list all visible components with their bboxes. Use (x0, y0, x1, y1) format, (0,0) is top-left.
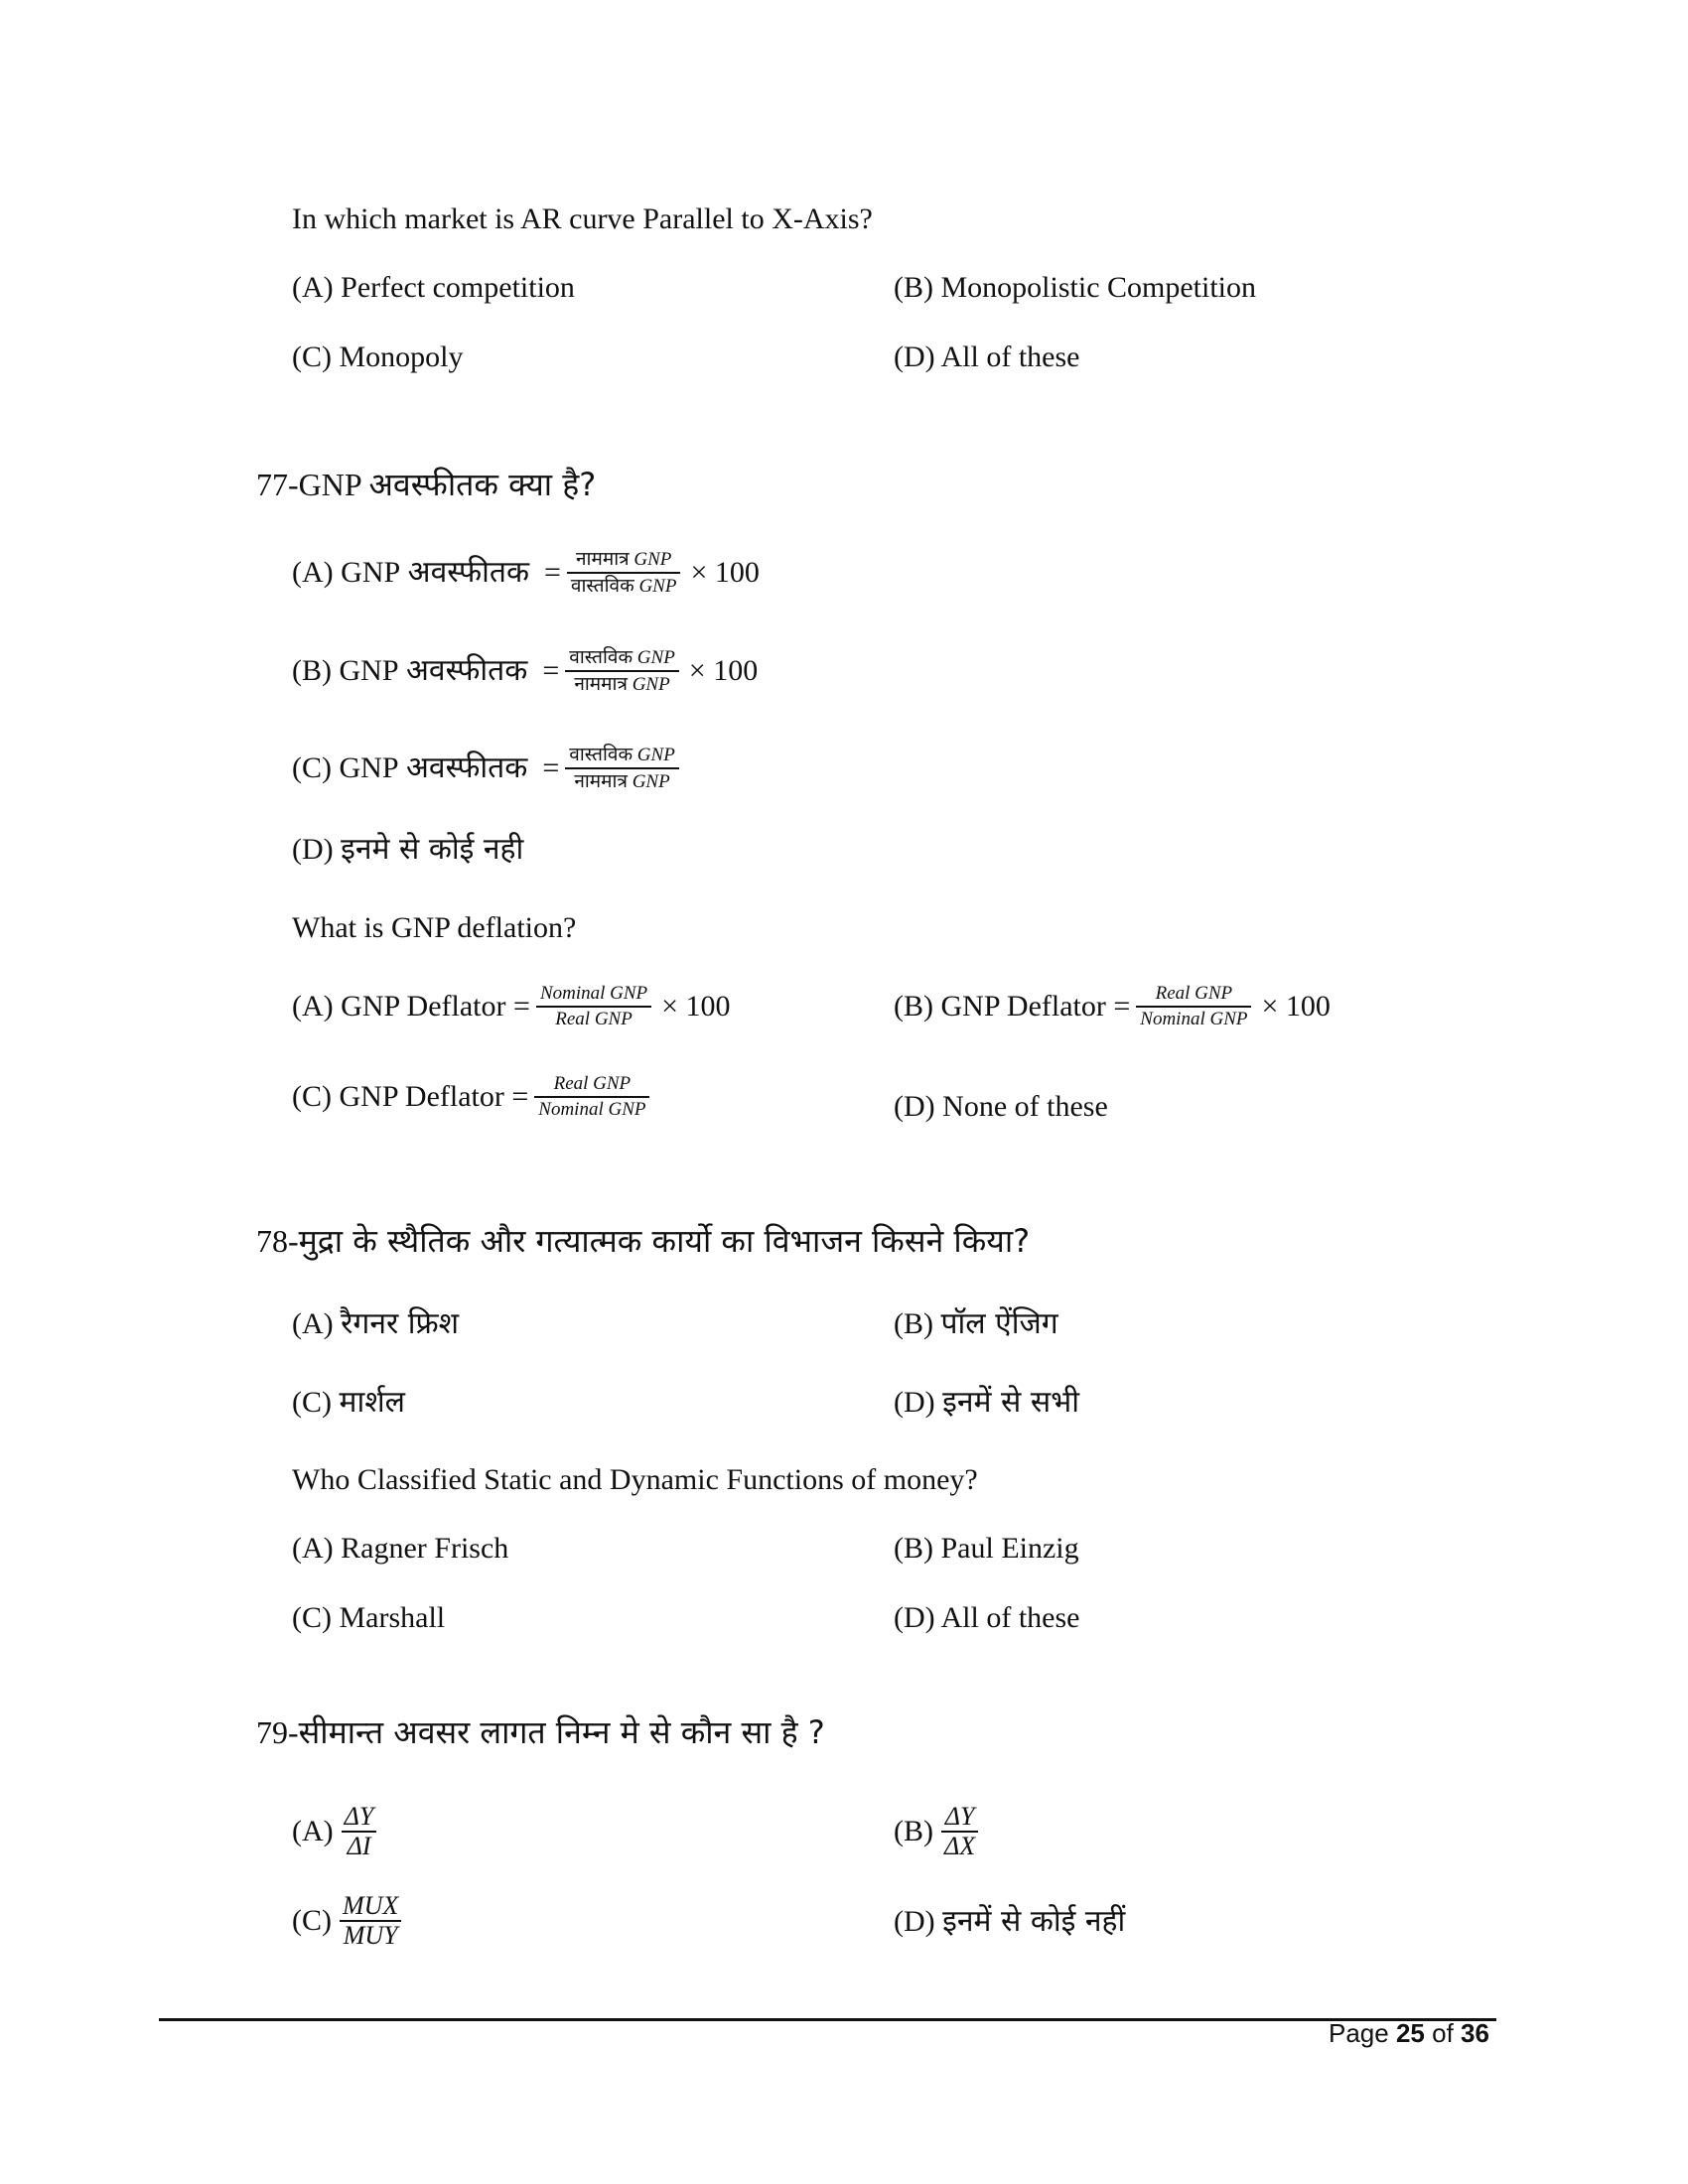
formula-lhs: GNP Deflator = (341, 990, 530, 1023)
numerator-hi: नाममात्र (576, 548, 630, 570)
formula-lhs-en: GNP (339, 654, 399, 687)
fraction-denominator: ΔX (944, 1832, 976, 1860)
option-label: (B) (894, 1815, 933, 1847)
fraction-denominator (567, 575, 681, 598)
option-fraction (941, 1803, 978, 1860)
q77-english-option-c (292, 1073, 655, 1121)
q77-english-option-b (894, 983, 1331, 1030)
fraction-numerator: MUX (343, 1891, 399, 1920)
fraction-numerator: ΔY (944, 1802, 975, 1831)
option-text: All of these (940, 1601, 1080, 1634)
option-label: (C) (292, 1601, 332, 1634)
option-text: इनमें से सभी (942, 1385, 1079, 1420)
of-word: of (1432, 2018, 1454, 2048)
fraction-numerator: Real GNP (553, 1073, 632, 1094)
option-text: All of these (940, 341, 1080, 373)
q77-hindi-option-c (292, 744, 685, 793)
formula-fraction (565, 646, 679, 696)
option-label: (C) (292, 341, 332, 373)
q78-hindi-option-a (292, 1306, 459, 1342)
option-text: Perfect competition (341, 271, 575, 304)
option-label: (C) (292, 1386, 332, 1419)
fraction-bar (565, 767, 679, 769)
option-label: (D) (894, 1601, 935, 1634)
option-label: (B) (894, 990, 933, 1023)
q79-option-d (894, 1904, 1125, 1940)
question-text: मुद्रा के स्थैतिक और गत्यात्मक कार्यो का विभाजन किसने किया? (298, 1222, 1031, 1260)
question-number: 78- (256, 1223, 299, 1259)
q78-english-option-b (894, 1531, 1079, 1567)
fraction-numerator (572, 548, 675, 571)
multiplier: × 100 (1261, 990, 1331, 1023)
fraction-numerator (565, 744, 679, 766)
formula-lhs-en: GNP (341, 556, 401, 589)
page-word: Page (1329, 2018, 1389, 2048)
fraction-denominator (570, 770, 673, 793)
option-label: (A) (292, 1532, 334, 1565)
footer-divider (159, 2018, 1496, 2021)
option-label: (A) (292, 1307, 334, 1340)
option-label: (A) (292, 556, 334, 589)
option-text: मार्शल (339, 1385, 405, 1420)
question-number: 77- (256, 467, 299, 502)
option-text: Monopolistic Competition (940, 271, 1257, 304)
formula-fraction (567, 548, 681, 598)
fraction-denominator: Real GNP (555, 1009, 633, 1029)
q78-english-option-a (292, 1531, 508, 1567)
q79-hindi-question (256, 1714, 825, 1750)
option-fraction (340, 1892, 401, 1950)
fraction-denominator: MUY (343, 1921, 398, 1950)
q77-english-option-a (292, 983, 731, 1030)
q77-english-option-d (894, 1089, 1108, 1125)
numerator-hi: वास्तविक (569, 646, 633, 668)
option-text: Marshall (339, 1601, 446, 1634)
formula-fraction (565, 744, 679, 793)
question-prefix: GNP (298, 467, 361, 502)
formula-lhs-en: GNP (339, 751, 399, 784)
option-label: (A) (292, 1815, 334, 1847)
q77-hindi-question (256, 467, 596, 502)
option-text: इनमे से कोई नही (341, 832, 524, 867)
q78-hindi-question (256, 1223, 1030, 1259)
option-label: (D) (894, 1905, 935, 1938)
question-number: 79- (256, 1714, 299, 1750)
fraction-bar (536, 1006, 651, 1008)
option-label: (B) (292, 654, 332, 687)
fraction-denominator: Nominal GNP (538, 1099, 646, 1120)
fraction-denominator (570, 673, 673, 696)
formula-lhs: GNP Deflator = (940, 990, 1131, 1023)
option-label: (B) (894, 1532, 933, 1565)
q79-option-b (894, 1803, 978, 1860)
option-text: रैगनर फ्रिश (341, 1306, 460, 1341)
numerator-en: GNP (636, 647, 675, 668)
option-text: इनमें से कोई नहीं (942, 1904, 1126, 1939)
option-label: (B) (894, 271, 933, 304)
option-label: (A) (292, 990, 334, 1023)
fraction-numerator: Real GNP (1155, 983, 1233, 1004)
q79-option-c (292, 1892, 401, 1950)
option-label: (A) (292, 271, 334, 304)
formula-lhs-hi: अवस्फीतक (406, 751, 528, 785)
q76-option-a (292, 270, 575, 306)
fraction-bar (565, 670, 679, 672)
formula-lhs-hi: अवस्फीतक (407, 555, 529, 590)
denominator-en: GNP (632, 674, 670, 695)
option-text: None of these (942, 1090, 1108, 1123)
option-text: Ragner Frisch (341, 1532, 509, 1565)
denominator-hi: नाममात्र (574, 770, 628, 792)
q78-english-option-d (894, 1600, 1079, 1636)
fraction-numerator: ΔY (344, 1802, 374, 1831)
q76-english-question: In which market is AR curve Parallel to X-Axis? (292, 203, 873, 235)
option-label: (C) (292, 751, 332, 784)
fraction-bar (567, 572, 681, 574)
denominator-en: GNP (638, 576, 677, 597)
option-label: (D) (292, 833, 334, 866)
option-label: (D) (894, 1090, 935, 1123)
option-text: पॉल ऐंजिग (940, 1306, 1058, 1341)
q77-hindi-option-b (292, 646, 758, 696)
equals-sign: = (542, 654, 560, 687)
fraction-bar (1136, 1006, 1251, 1008)
q78-hindi-option-b (894, 1306, 1058, 1342)
q78-english-option-c (292, 1600, 445, 1636)
option-label: (C) (292, 1080, 332, 1113)
formula-lhs-hi: अवस्फीतक (406, 653, 528, 688)
numerator-hi: वास्तविक (569, 744, 633, 765)
formula-fraction (536, 983, 651, 1030)
option-text: Paul Einzig (940, 1532, 1079, 1565)
q77-hindi-option-a (292, 548, 760, 598)
q79-option-a (292, 1803, 376, 1860)
equals-sign: = (542, 751, 560, 784)
total-pages: 36 (1461, 2018, 1489, 2048)
option-text: Monopoly (339, 341, 464, 373)
question-text: सीमान्त अवसर लागत निम्न मे से कौन सा है ? (298, 1713, 825, 1751)
multiplier: × 100 (661, 990, 731, 1023)
fraction-denominator: ΔI (347, 1832, 371, 1860)
current-page: 25 (1395, 2018, 1425, 2048)
fraction-bar (534, 1096, 649, 1098)
multiplier: × 100 (690, 556, 760, 589)
fraction-numerator: Nominal GNP (539, 983, 648, 1004)
formula-fraction (1136, 983, 1251, 1030)
q78-hindi-option-c (292, 1385, 405, 1421)
q77-hindi-option-d (292, 832, 523, 868)
option-label: (C) (292, 1904, 332, 1937)
fraction-denominator: Nominal GNP (1140, 1009, 1248, 1029)
page-number (1329, 2017, 1489, 2049)
q77-english-question: What is GNP deflation? (292, 911, 577, 944)
option-label: (D) (894, 1386, 935, 1419)
question-text: अवस्फीतक क्या है? (368, 466, 597, 503)
multiplier: × 100 (688, 654, 759, 687)
q76-option-c (292, 340, 464, 375)
q76-option-b (894, 270, 1256, 306)
formula-lhs: GNP Deflator = (339, 1080, 529, 1113)
formula-fraction (534, 1073, 649, 1121)
numerator-en: GNP (633, 549, 672, 570)
option-fraction (342, 1803, 377, 1860)
denominator-hi: वास्तविक (570, 575, 634, 597)
q78-hindi-option-d (894, 1385, 1079, 1421)
numerator-en: GNP (636, 745, 675, 765)
option-label: (D) (894, 341, 935, 373)
denominator-hi: नाममात्र (574, 673, 628, 695)
q78-english-question: Who Classified Static and Dynamic Functions of money? (292, 1463, 978, 1496)
equals-sign: = (543, 556, 561, 589)
fraction-numerator (565, 646, 679, 669)
option-label: (B) (894, 1307, 933, 1340)
q76-option-d (894, 340, 1079, 375)
denominator-en: GNP (632, 771, 670, 792)
